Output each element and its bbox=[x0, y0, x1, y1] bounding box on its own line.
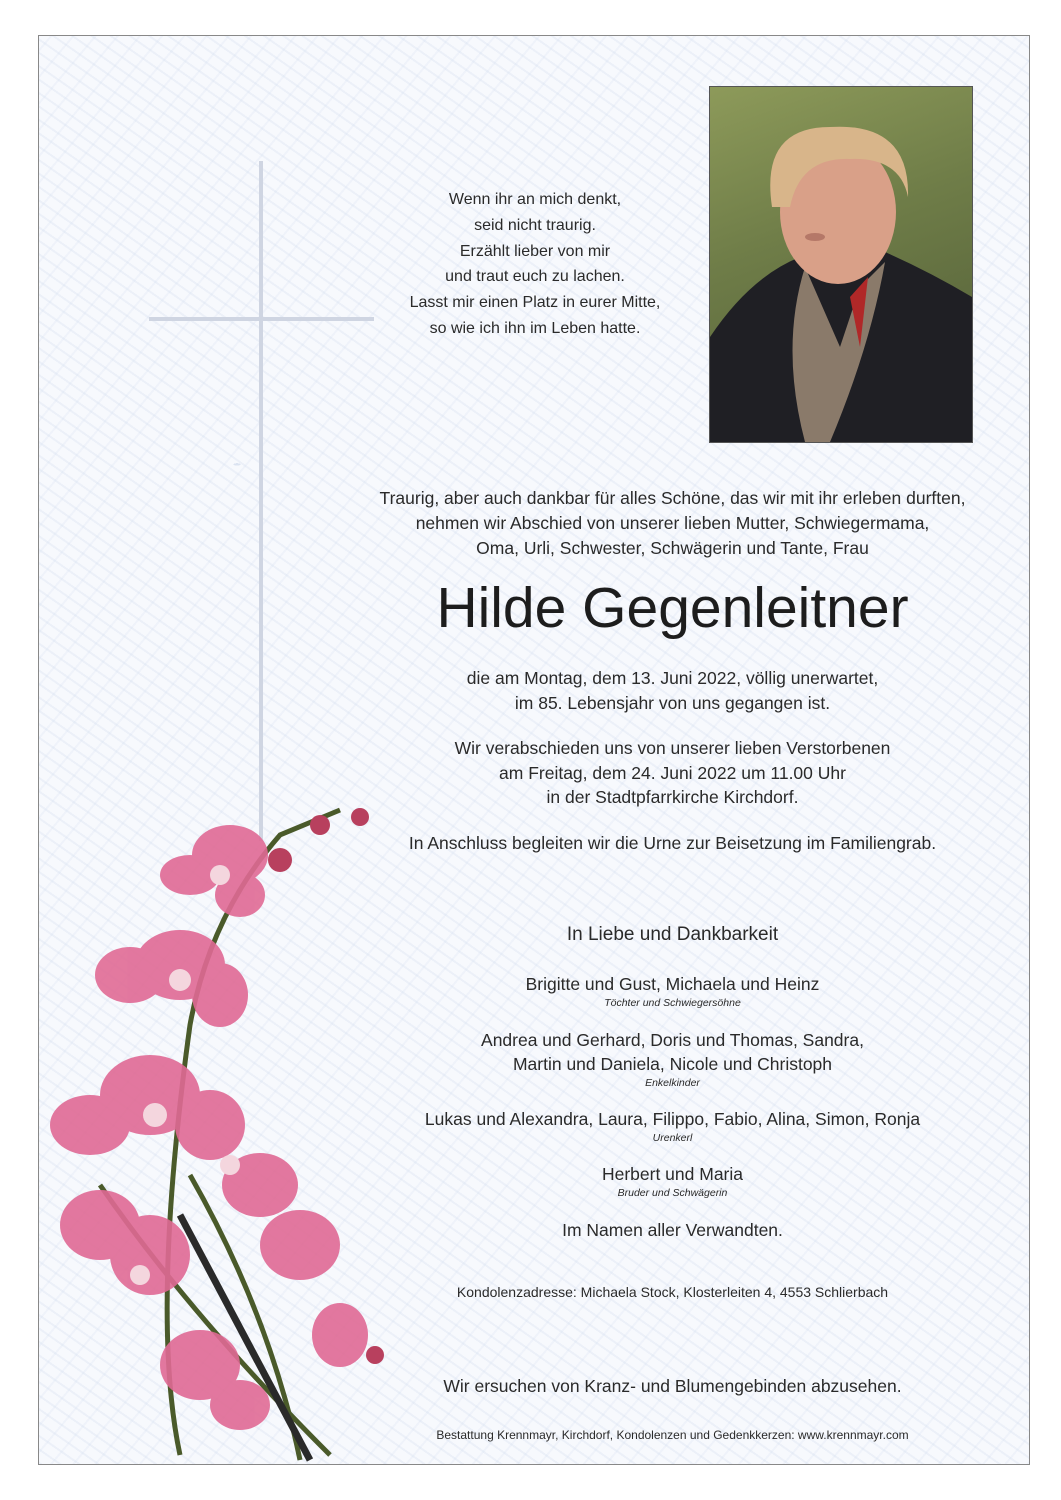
orchid-decoration bbox=[40, 795, 400, 1465]
farewell-line: in der Stadtpfarrkirche Kirchdorf. bbox=[546, 787, 799, 807]
poem-line: Lasst mir einen Platz in eurer Mitte, bbox=[409, 294, 661, 312]
intro-text bbox=[360, 486, 985, 561]
farewell-line: Wir verabschieden uns von unserer lieben Verstorbenen bbox=[454, 738, 891, 758]
poem-line: und traut euch zu lachen. bbox=[445, 268, 625, 286]
mourner-names: Brigitte und Gust, Michaela und Heinz bbox=[525, 974, 820, 994]
farewell-notice bbox=[360, 736, 985, 810]
mourner-role: Urenkerl bbox=[652, 1132, 693, 1144]
poem-line: so wie ich ihn im Leben hatte. bbox=[429, 319, 641, 337]
farewell-line: am Freitag, dem 24. Juni 2022 um 11.00 Uhr bbox=[499, 762, 846, 783]
cross-icon bbox=[259, 161, 263, 841]
death-line: im 85. Lebensjahr von uns gegangen ist. bbox=[514, 692, 831, 713]
intro-line: nehmen wir Abschied von unserer lieben Mutter, Schwiegermama, bbox=[415, 513, 930, 533]
poem-line: Erzählt lieber von mir bbox=[459, 242, 611, 260]
mourner-names: Lukas und Alexandra, Laura, Filippo, Fabio, Alina, Simon, Ronja bbox=[424, 1109, 921, 1129]
cross-icon-bar bbox=[149, 317, 374, 321]
mourner-role: Töchter und Schwiegersöhne bbox=[604, 997, 741, 1009]
deceased-name: Hilde Gegenleitner bbox=[436, 576, 909, 640]
mourner-group bbox=[360, 1107, 985, 1145]
mourner-names: Andrea und Gerhard, Doris und Thomas, Sandra, bbox=[481, 1030, 864, 1050]
condolence-address: Kondolenzadresse: Michaela Stock, Klosterleiten 4, 4553 Schlierbach bbox=[456, 1284, 889, 1300]
mourner-group bbox=[360, 972, 985, 1010]
funeral-home-footer: Bestattung Krennmayr, Kirchdorf, Kondolenzen und Gedenkkerzen: www.krennmayr.com bbox=[436, 1428, 909, 1442]
death-line: die am Montag, dem 13. Juni 2022, völlig unerwartet, bbox=[466, 668, 879, 688]
poem-line: Wenn ihr an mich denkt, bbox=[448, 191, 622, 208]
intro-line: Oma, Urli, Schwester, Schwägerin und Tante, Frau bbox=[476, 538, 869, 558]
mourner-group bbox=[360, 1162, 985, 1200]
mourner-role: Bruder und Schwägerin bbox=[617, 1187, 728, 1199]
flowers-note: Wir ersuchen von Kranz- und Blumengebinden abzusehen. bbox=[443, 1376, 902, 1396]
death-notice bbox=[360, 666, 985, 715]
urn-notice: In Anschluss begleiten wir die Urne zur Beisetzung im Familiengrab. bbox=[408, 833, 937, 853]
mourner-names: Martin und Daniela, Nicole und Christoph bbox=[512, 1054, 833, 1074]
mourner-role: Enkelkinder bbox=[645, 1077, 700, 1089]
portrait-photo bbox=[709, 86, 973, 443]
relatives-note: Im Namen aller Verwandten. bbox=[562, 1220, 783, 1240]
mourner-names: Herbert und Maria bbox=[601, 1164, 744, 1184]
poem bbox=[370, 187, 700, 342]
poem-line: seid nicht traurig. bbox=[474, 216, 596, 234]
mourner-group bbox=[360, 1028, 985, 1090]
intro-line: Traurig, aber auch dankbar für alles Schöne, das wir mit ihr erleben durften, bbox=[379, 488, 966, 508]
dedication-heading: In Liebe und Dankbarkeit bbox=[566, 924, 779, 945]
